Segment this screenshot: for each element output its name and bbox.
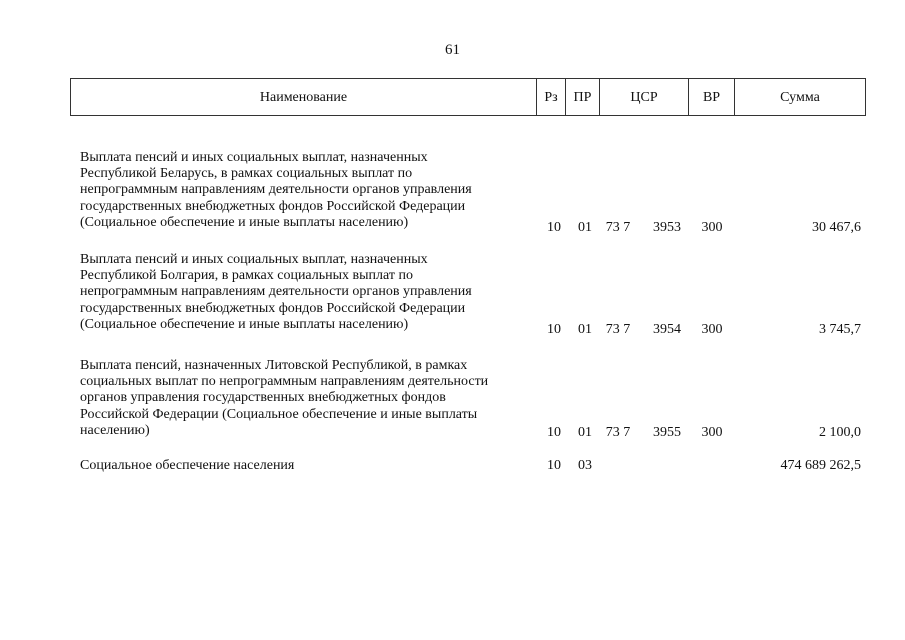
header-name: Наименование bbox=[259, 90, 348, 105]
table-header bbox=[70, 78, 866, 116]
row-sum: 474 689 262,5 bbox=[780, 458, 861, 473]
row-pr: 01 bbox=[578, 220, 592, 235]
row-name-line: органов управления государственных внебюджетных фондов bbox=[80, 390, 446, 406]
row-name-line: Российской Федерации (Социальное обеспечение и иные выплаты bbox=[80, 406, 478, 422]
row-name-line: (Социальное обеспечение и иные выплаты населению) bbox=[80, 214, 409, 230]
row-name bbox=[80, 458, 530, 474]
header-sum: Сумма bbox=[780, 90, 820, 105]
row-vr: 300 bbox=[701, 322, 723, 337]
row-pr: 01 bbox=[578, 425, 592, 440]
page-number: 61 bbox=[445, 42, 460, 58]
row-name-line: Республикой Болгария, в рамках социальных выплат по bbox=[80, 268, 413, 284]
row-name-line: непрограммным направлениям деятельности органов управления bbox=[80, 182, 472, 198]
row-csr-prefix: 73 7 bbox=[605, 425, 631, 440]
row-rz: 10 bbox=[547, 220, 561, 235]
row-sum: 2 100,0 bbox=[819, 425, 861, 440]
row-name-line: Выплата пенсий, назначенных Литовской Республикой, в рамках bbox=[80, 358, 468, 373]
row-name-line: государственных внебюджетных фондов Российской Федерации bbox=[80, 300, 466, 316]
header-pr: ПР bbox=[573, 90, 592, 105]
row-name-line: населению) bbox=[80, 422, 150, 438]
row-name bbox=[80, 358, 530, 439]
row-sum: 30 467,6 bbox=[812, 220, 861, 235]
row-pr: 03 bbox=[578, 458, 592, 473]
header-csr: ЦСР bbox=[630, 90, 658, 105]
row-name-line: государственных внебюджетных фондов Российской Федерации bbox=[80, 198, 466, 214]
row-csr-code: 3953 bbox=[653, 220, 681, 235]
row-name bbox=[80, 252, 530, 333]
row-name-line: Республикой Беларусь, в рамках социальных выплат по bbox=[80, 166, 413, 182]
row-csr-prefix: 73 7 bbox=[605, 220, 631, 235]
row-name-line: Выплата пенсий и иных социальных выплат, назначенных bbox=[80, 150, 428, 165]
row-name bbox=[80, 150, 530, 231]
row-rz: 10 bbox=[547, 425, 561, 440]
row-vr: 300 bbox=[701, 425, 723, 440]
row-csr-prefix: 73 7 bbox=[605, 322, 631, 337]
row-pr: 01 bbox=[578, 322, 592, 337]
row-rz: 10 bbox=[547, 322, 561, 337]
row-name-line: (Социальное обеспечение и иные выплаты населению) bbox=[80, 316, 409, 332]
row-name-line: непрограммным направлениям деятельности органов управления bbox=[80, 284, 472, 300]
row-name-line: Социальное обеспечение населения bbox=[80, 458, 295, 473]
header-rz: Рз bbox=[544, 90, 558, 105]
row-name-line: социальных выплат по непрограммным направлениям деятельности bbox=[80, 374, 489, 390]
row-rz: 10 bbox=[547, 458, 561, 473]
row-sum: 3 745,7 bbox=[819, 322, 861, 337]
row-vr: 300 bbox=[701, 220, 723, 235]
row-csr-code: 3955 bbox=[653, 425, 681, 440]
row-name-line: Выплата пенсий и иных социальных выплат, назначенных bbox=[80, 252, 428, 267]
header-vr: ВР bbox=[702, 90, 721, 105]
row-csr-code: 3954 bbox=[653, 322, 681, 337]
